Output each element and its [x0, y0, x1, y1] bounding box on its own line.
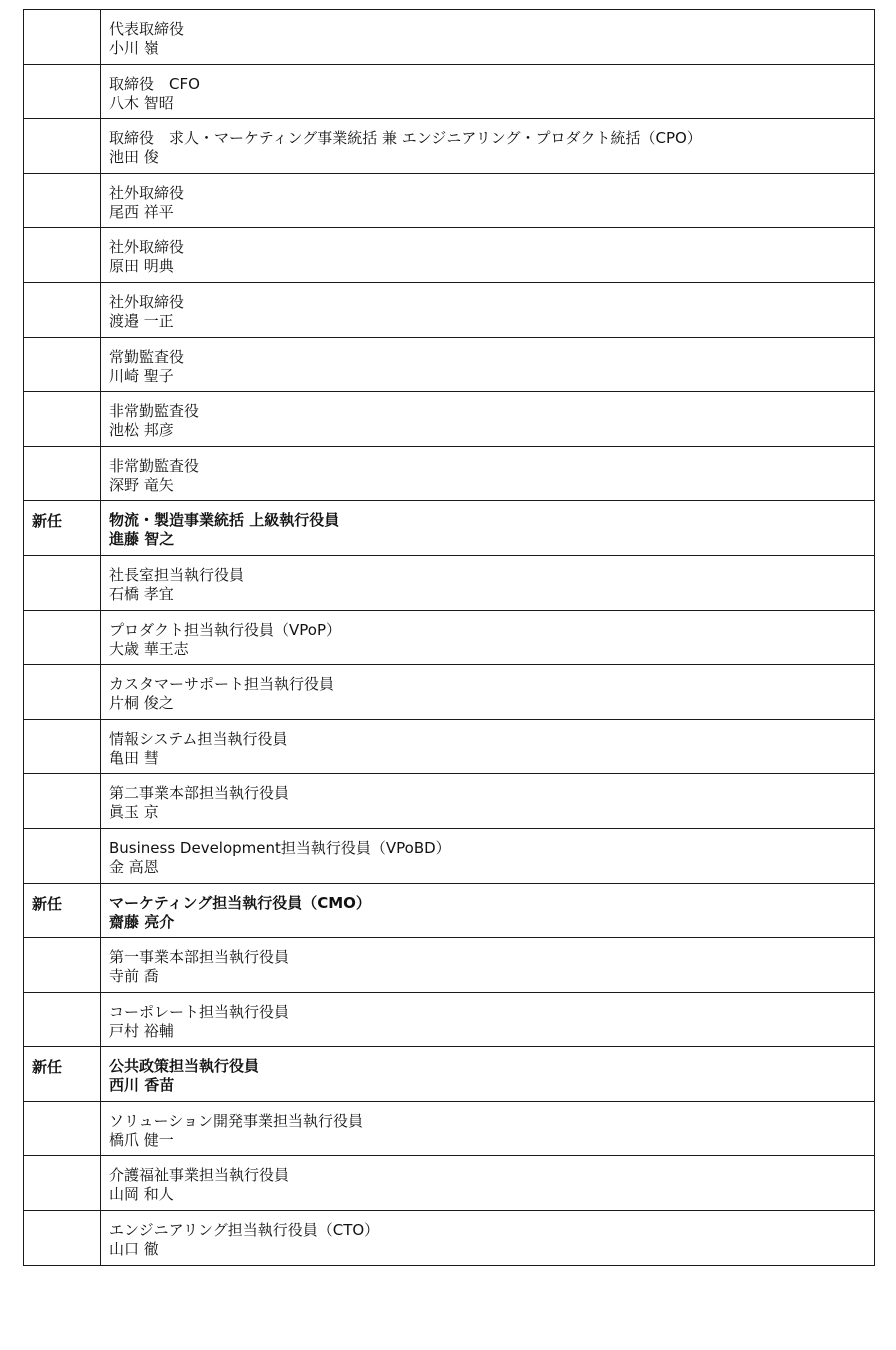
- officer-title: 物流・製造事業統括 上級執行役員: [109, 511, 340, 530]
- officer-title: 社外取締役: [109, 238, 185, 257]
- status-cell: [24, 392, 101, 447]
- table-row: [24, 665, 875, 720]
- officer-cell: [101, 282, 875, 337]
- status-cell: [24, 665, 101, 720]
- officer-title: 第二事業本部担当執行役員: [109, 784, 290, 803]
- officer-name: 渡邉 一正: [109, 311, 174, 330]
- officer-name: 石橋 孝宜: [109, 584, 174, 603]
- officer-title: 介護福祉事業担当執行役員: [109, 1166, 290, 1185]
- status-cell: [24, 501, 101, 556]
- officer-title: 社外取締役: [109, 292, 185, 311]
- status-cell: [24, 938, 101, 993]
- officer-name: 片桐 俊之: [109, 694, 174, 713]
- officer-cell: [101, 883, 875, 938]
- officer-title: プロダクト担当執行役員（VPoP）: [109, 620, 341, 639]
- status-label: 新任: [32, 512, 63, 531]
- status-cell: [24, 282, 101, 337]
- table-row: [24, 828, 875, 883]
- officer-cell: [101, 774, 875, 829]
- officer-title: 公共政策担当執行役員: [109, 1057, 260, 1076]
- table-row: [24, 1211, 875, 1266]
- officer-title: 社長室担当執行役員: [109, 565, 245, 584]
- officer-title: Business Development担当執行役員（VPoBD）: [109, 838, 451, 857]
- status-cell: [24, 64, 101, 119]
- officer-name: 金 高恩: [109, 857, 159, 876]
- officer-title: コーポレート担当執行役員: [109, 1002, 290, 1021]
- officer-name: 橋爪 健一: [109, 1130, 174, 1149]
- status-cell: [24, 610, 101, 665]
- status-cell: [24, 10, 101, 65]
- officer-cell: [101, 64, 875, 119]
- officer-name: 深野 竜矢: [109, 475, 174, 494]
- table-row: [24, 119, 875, 174]
- officer-cell: [101, 610, 875, 665]
- table-row: [24, 719, 875, 774]
- officer-name: 齋藤 亮介: [109, 912, 175, 931]
- status-cell: [24, 992, 101, 1047]
- status-cell: [24, 1211, 101, 1266]
- officer-cell: [101, 1156, 875, 1211]
- status-label: 新任: [32, 1058, 63, 1077]
- officer-name: 池松 邦彦: [109, 421, 174, 440]
- table-row: [24, 228, 875, 283]
- officer-cell: [101, 828, 875, 883]
- officer-name: 西川 香苗: [109, 1076, 175, 1095]
- table-row: [24, 1156, 875, 1211]
- table-row: [24, 501, 875, 556]
- officer-title: 常勤監査役: [109, 347, 185, 366]
- officer-cell: [101, 392, 875, 447]
- status-cell: [24, 228, 101, 283]
- officer-name: 戸村 裕輔: [109, 1021, 174, 1040]
- officer-cell: [101, 501, 875, 556]
- status-label: 新任: [32, 894, 63, 913]
- table-row: [24, 555, 875, 610]
- status-cell: [24, 828, 101, 883]
- table-row: [24, 10, 875, 65]
- table-row: [24, 446, 875, 501]
- table-row: [24, 64, 875, 119]
- officer-name: 原田 明典: [109, 257, 174, 276]
- officer-cell: [101, 1047, 875, 1102]
- officer-title: エンジニアリング担当執行役員（CTO）: [109, 1221, 380, 1240]
- status-cell: [24, 1101, 101, 1156]
- officer-name: 大歳 華王志: [109, 639, 189, 658]
- status-cell: [24, 555, 101, 610]
- officer-cell: [101, 719, 875, 774]
- officer-name: 亀田 彗: [109, 748, 159, 767]
- officer-cell: [101, 938, 875, 993]
- status-cell: [24, 173, 101, 228]
- officer-title: 代表取締役: [109, 20, 185, 38]
- officer-title: 情報システム担当執行役員: [109, 729, 288, 748]
- officer-title: 第一事業本部担当執行役員: [109, 948, 290, 967]
- status-cell: [24, 119, 101, 174]
- officer-title: カスタマーサポート担当執行役員: [109, 675, 335, 694]
- status-cell: [24, 1156, 101, 1211]
- officer-title: 取締役 CFO: [109, 74, 200, 93]
- table-row: [24, 337, 875, 392]
- status-cell: [24, 337, 101, 392]
- officer-name: 進藤 智之: [109, 530, 175, 549]
- officer-cell: [101, 228, 875, 283]
- table-row: [24, 282, 875, 337]
- table-row: [24, 173, 875, 228]
- officer-name: 寺前 喬: [109, 967, 159, 986]
- table-row: [24, 992, 875, 1047]
- officer-name: 尾西 祥平: [109, 202, 174, 221]
- officer-name: 山口 徹: [109, 1240, 159, 1259]
- officer-table: [23, 9, 875, 1266]
- officer-cell: [101, 1211, 875, 1266]
- officer-cell: [101, 555, 875, 610]
- officer-title: 非常勤監査役: [109, 402, 200, 421]
- officer-title: ソリューション開発事業担当執行役員: [109, 1111, 363, 1130]
- officer-title: 取締役 求人・マーケティング事業統括 兼 エンジニアリング・プロダクト統括（CPO）: [109, 129, 702, 148]
- officer-name: 池田 俊: [109, 148, 159, 167]
- officer-title: マーケティング担当執行役員（CMO）: [109, 893, 371, 912]
- table-row: [24, 938, 875, 993]
- officer-table-body: [24, 10, 875, 1266]
- officer-name: 八木 智昭: [109, 93, 174, 112]
- officer-name: 小川 嶺: [109, 39, 159, 57]
- status-cell: [24, 1047, 101, 1102]
- officer-cell: [101, 337, 875, 392]
- status-cell: [24, 883, 101, 938]
- officer-title: 非常勤監査役: [109, 456, 200, 475]
- table-row: [24, 1101, 875, 1156]
- table-row: [24, 1047, 875, 1102]
- officer-name: 川崎 聖子: [109, 366, 174, 385]
- officer-cell: [101, 992, 875, 1047]
- officer-cell: [101, 665, 875, 720]
- table-row: [24, 392, 875, 447]
- table-row: [24, 610, 875, 665]
- status-cell: [24, 719, 101, 774]
- officer-cell: [101, 173, 875, 228]
- status-cell: [24, 774, 101, 829]
- officer-name: 山岡 和人: [109, 1185, 174, 1204]
- officer-name: 眞玉 京: [109, 803, 159, 822]
- officer-cell: [101, 119, 875, 174]
- table-row: [24, 883, 875, 938]
- officer-title: 社外取締役: [109, 183, 185, 202]
- table-row: [24, 774, 875, 829]
- status-cell: [24, 446, 101, 501]
- officer-cell: [101, 1101, 875, 1156]
- officer-cell: [101, 10, 875, 65]
- officer-cell: [101, 446, 875, 501]
